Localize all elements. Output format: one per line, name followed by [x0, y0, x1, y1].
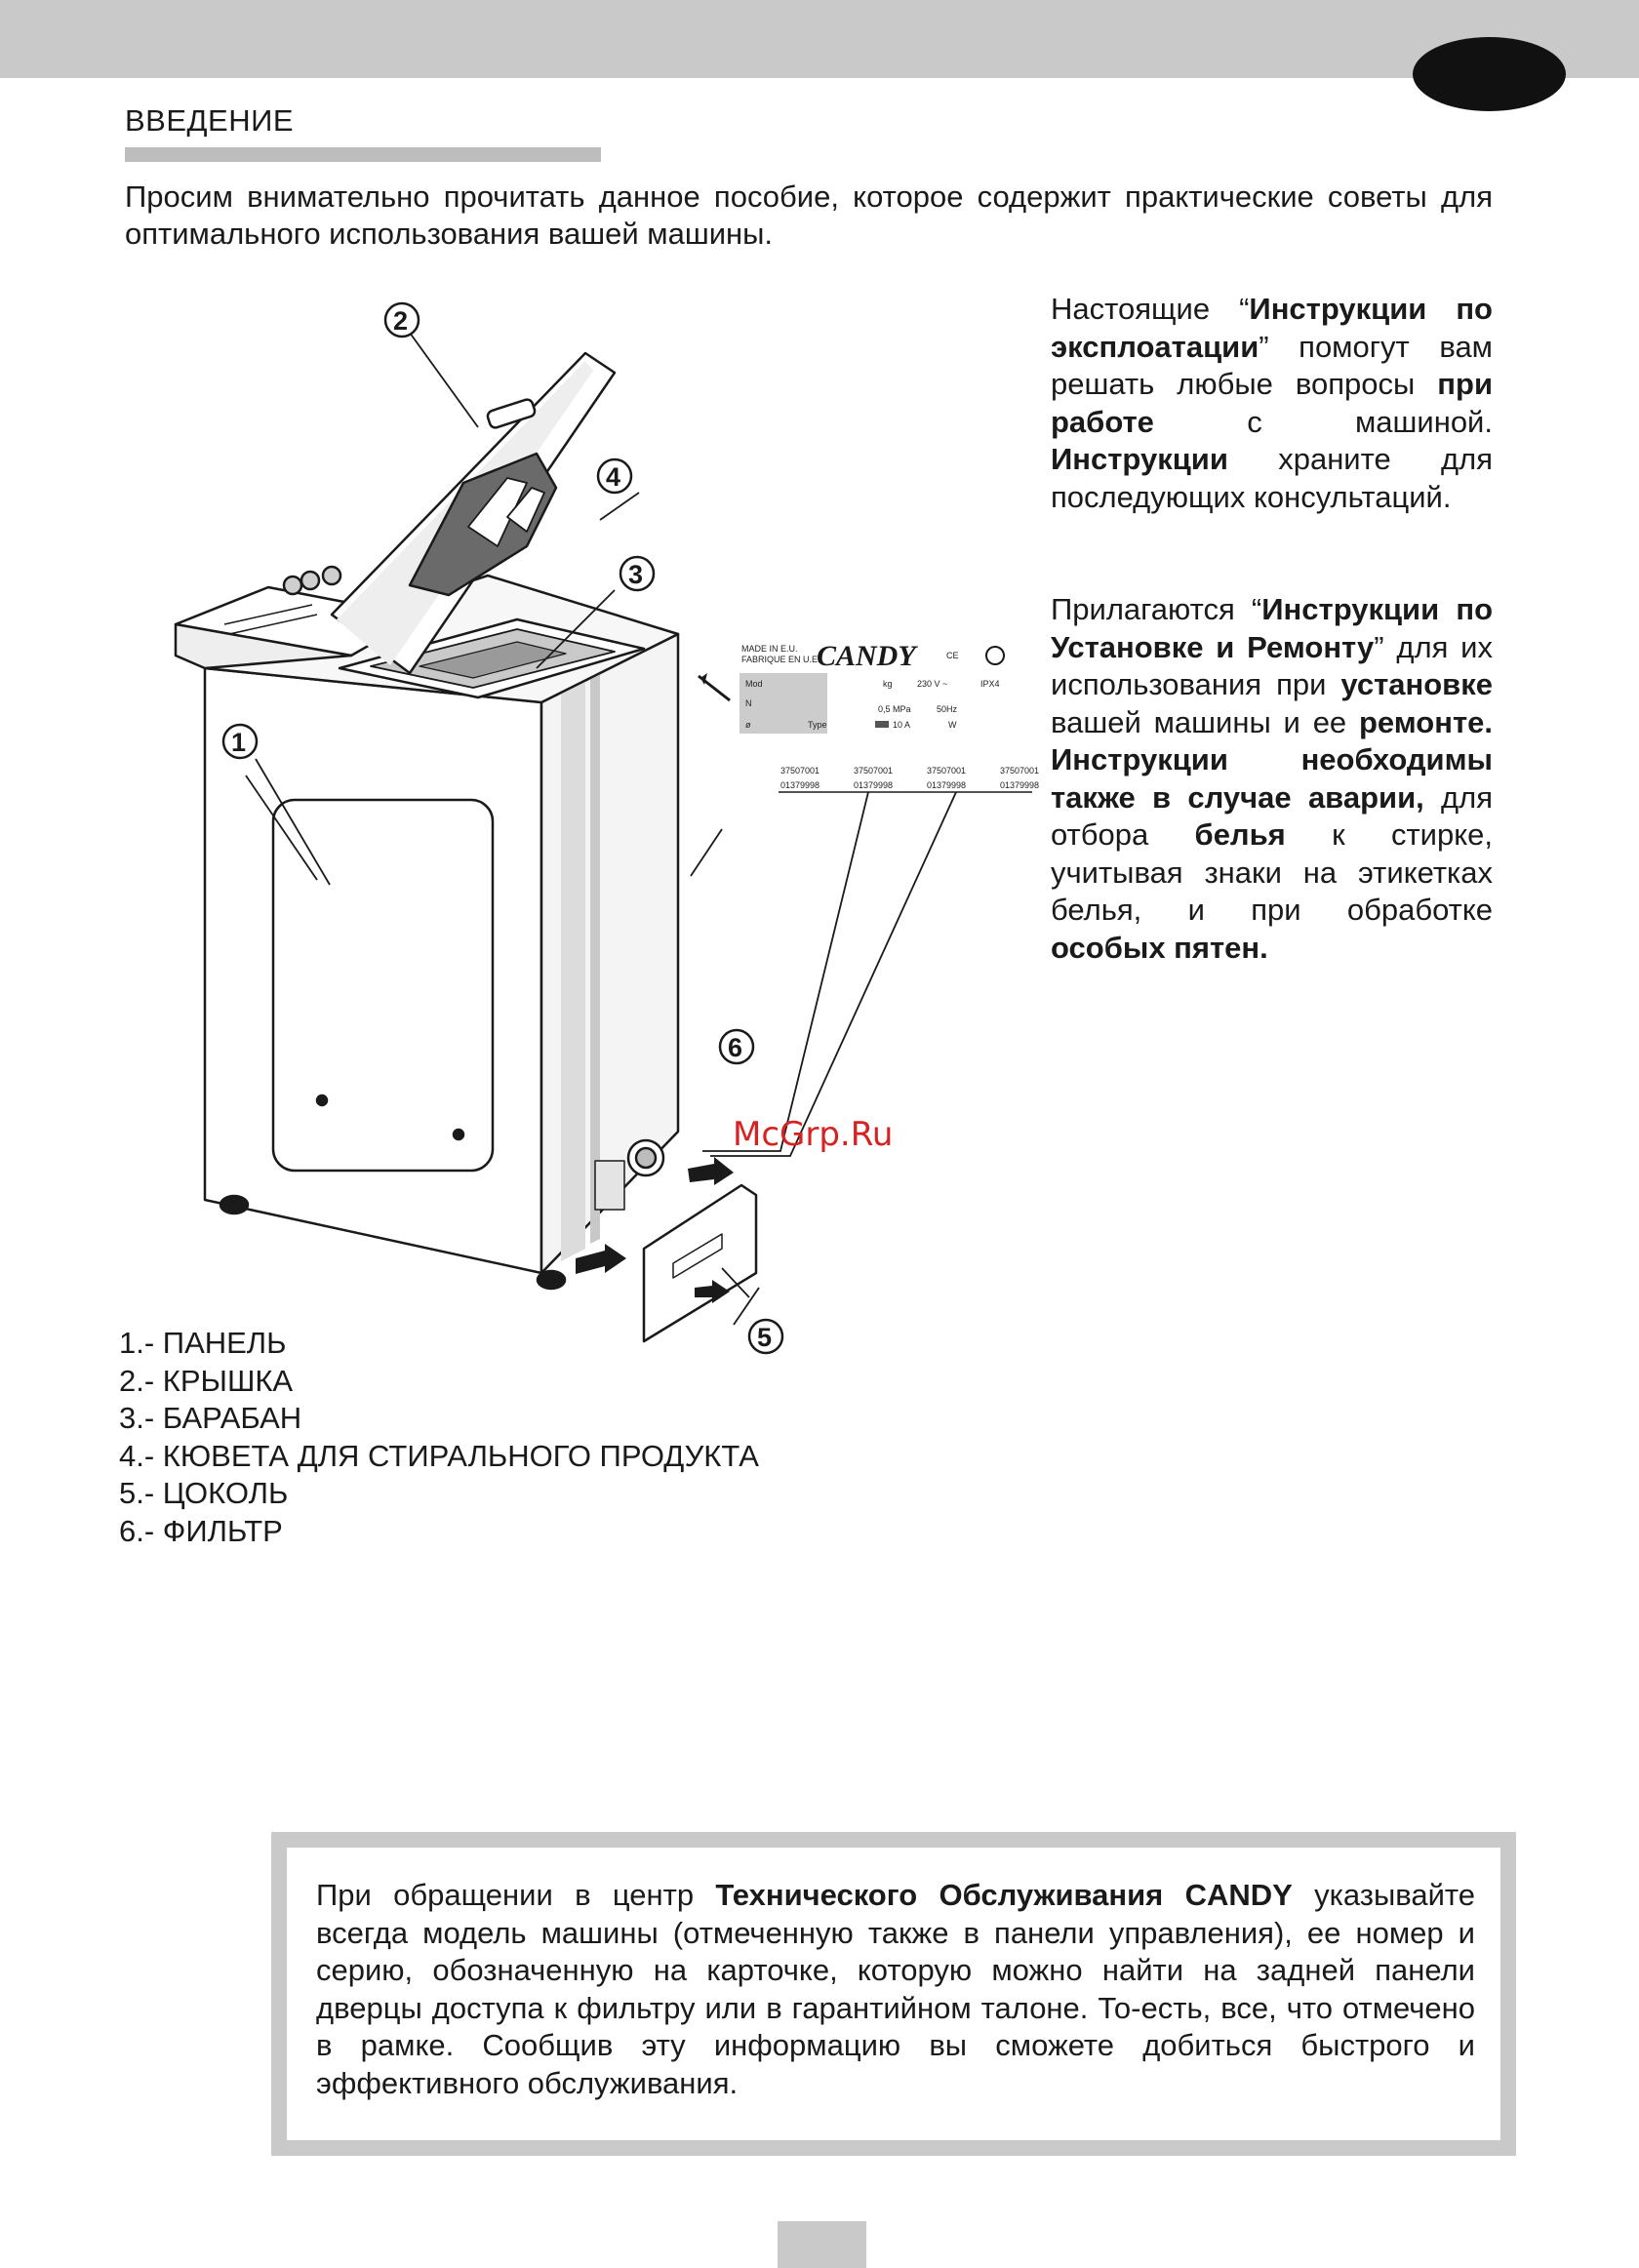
svg-text:230 V ~: 230 V ~ [917, 679, 948, 689]
installation-instructions-paragraph: Прилагаются “Инструкции по Установке и Ремонту” для их использования при установке вашей машины и ее ремонте. Инструкции необходимы также в случае аварии, для отбора белья к стирке, учитывая знаки на этикетках белья, и при обработке особых пятен. [1051, 592, 1493, 965]
svg-text:0,5 MPa: 0,5 MPa [878, 704, 911, 714]
washing-machine-diagram [98, 283, 1040, 1356]
page-number-tab [778, 2221, 866, 2268]
svg-text:MADE IN E.U.: MADE IN E.U. [741, 644, 798, 654]
svg-text:10 A: 10 A [893, 720, 911, 730]
svg-text:01379998: 01379998 [1000, 780, 1040, 790]
usage-instructions-paragraph: Настоящие “Инструкции по эксплоатации” помогут вам решать любые вопросы при работе с машиной. Инструкции храните для последующих консультаций. [1051, 292, 1493, 514]
parts-list-item: 3.- БАРАБАН [119, 1401, 302, 1435]
svg-text:01379998: 01379998 [854, 780, 894, 790]
callout-2 [385, 303, 419, 337]
machine-body [176, 353, 756, 1341]
watermark: McGrp.Ru [733, 1115, 894, 1154]
title-underline [125, 147, 601, 162]
parts-list [119, 1325, 759, 1550]
section-title: ВВЕДЕНИЕ [125, 103, 295, 138]
callout-1 [223, 725, 257, 758]
svg-text:01379998: 01379998 [780, 780, 820, 790]
svg-text:IPX4: IPX4 [980, 679, 1000, 689]
callout-4 [598, 459, 631, 493]
parts-list-item: 4.- КЮВЕТА ДЛЯ СТИРАЛЬНОГО ПРОДУКТА [119, 1438, 759, 1473]
svg-text:FABRIQUE EN U.E.: FABRIQUE EN U.E. [741, 655, 820, 664]
service-notice-inner [287, 1848, 1500, 2140]
svg-text:37507001: 37507001 [1000, 766, 1040, 776]
parts-list-item: 1.- ПАНЕЛЬ [119, 1326, 287, 1360]
service-notice-box [271, 1832, 1516, 2156]
svg-text:3: 3 [628, 560, 644, 589]
svg-text:ø: ø [745, 720, 751, 730]
language-tab-oval [1413, 37, 1566, 111]
callout-6 [720, 1030, 753, 1063]
top-gray-bar [0, 0, 1639, 78]
candy-logo: CANDY [817, 640, 916, 672]
rating-plate [699, 640, 1039, 1156]
svg-text:6: 6 [728, 1033, 743, 1062]
svg-text:kg: kg [883, 679, 893, 689]
svg-text:5: 5 [757, 1323, 773, 1352]
svg-text:Mod: Mod [745, 679, 763, 689]
svg-text:CE: CE [946, 651, 959, 660]
parts-list-item: 5.- ЦОКОЛЬ [119, 1476, 289, 1510]
svg-text:W: W [948, 720, 957, 730]
svg-text:37507001: 37507001 [854, 766, 894, 776]
callout-3 [620, 557, 654, 590]
parts-list-item: 6.- ФИЛЬТР [119, 1513, 283, 1548]
svg-text:2: 2 [393, 306, 409, 336]
svg-text:1: 1 [231, 728, 247, 757]
svg-text:37507001: 37507001 [780, 766, 820, 776]
svg-text:50Hz: 50Hz [937, 704, 958, 714]
svg-text:4: 4 [606, 462, 621, 492]
parts-list-item: 2.- КРЫШКА [119, 1363, 294, 1398]
svg-text:01379998: 01379998 [927, 780, 967, 790]
svg-text:37507001: 37507001 [927, 766, 967, 776]
svg-text:Type: Type [808, 720, 827, 730]
svg-text:N: N [745, 698, 752, 708]
service-notice-text: При обращении в центр Технического Обслуживания CANDY указывайте всегда модель машины (отмеченную также в панели управления), ее номер и серию, обозначенную на карточке, которую можно найти на задней панели дверцы доступа к фильтру или в гарантийном талоне. То-есть, все, что отмечено в рамке. Сообщив эту информацию вы сможете добиться быстрого и эффективного обслуживания. [316, 1878, 1476, 2100]
intro-paragraph: Просим внимательно прочитать данное пособие, которое содержит практические советы для оптимального использования вашей машины. [125, 179, 1493, 251]
